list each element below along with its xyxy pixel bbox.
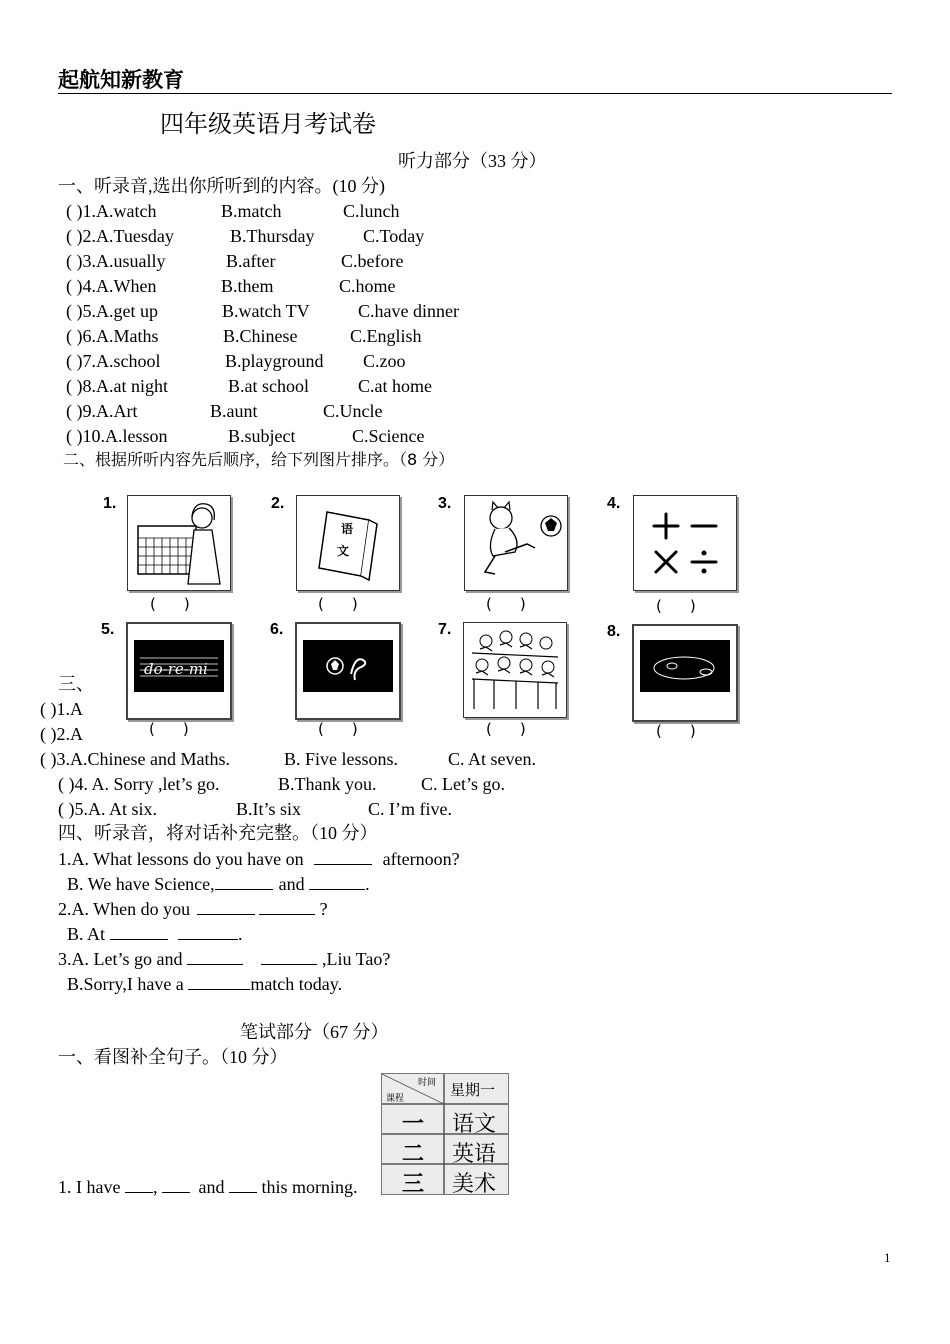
picture-6-frame <box>295 622 401 720</box>
part3-item-4-b: B.Thank you. <box>278 774 377 794</box>
written-s1-blank-2[interactable] <box>162 1176 190 1193</box>
part4-2a-pre: 2.A. When do you <box>58 899 191 919</box>
part1-item-3-b: B.after <box>226 251 276 271</box>
part4-1a-blank[interactable] <box>314 848 372 865</box>
part1-item-1-b: B.match <box>221 201 282 221</box>
picture-1-answer: () <box>150 595 218 613</box>
page-number: 1 <box>884 1250 891 1265</box>
part1-item-9-a: ( )9.A.Art <box>66 401 138 421</box>
picture-5-number: 5. <box>101 621 115 638</box>
part1-item-3-c: C.before <box>341 251 404 271</box>
part4-heading: 四、听录音，将对话补充完整。（10 分） <box>58 823 378 843</box>
part4-1b-blank-2[interactable] <box>309 873 365 890</box>
schedule-table <box>381 1073 509 1195</box>
music-notes-text: do-re-mi <box>144 660 208 678</box>
written-sentence-1 <box>58 1176 358 1198</box>
part1-item-7-b: B.playground <box>225 351 324 371</box>
part1-item-2-c: C.Today <box>363 226 425 246</box>
part1-heading: 一、听录音,选出你所听到的内容。(10 分) <box>58 176 385 196</box>
music-notes-icon <box>134 640 224 692</box>
part1-item-10-b: B.subject <box>228 426 296 446</box>
written-s1-post: this morning. <box>261 1177 358 1197</box>
part1-item-10-c: C.Science <box>352 426 425 446</box>
written-s1-comma: , <box>152 1177 158 1197</box>
picture-7-answer: () <box>486 720 554 738</box>
part3-item-2: ( )2.A <box>40 724 83 744</box>
cat-soccer-icon <box>465 496 567 590</box>
picture-3-frame <box>464 495 568 591</box>
music-blackboard <box>134 640 224 692</box>
part1-item-2-a: ( )2.A.Tuesday <box>66 226 174 246</box>
part4-3b-blank[interactable] <box>188 973 250 990</box>
picture-5-frame <box>126 622 232 720</box>
schedule-subject-2: 英语 <box>452 1142 497 1167</box>
part4-1b-post: . <box>365 874 370 894</box>
part3-item-5-a: ( )5.A. At six. <box>58 799 157 819</box>
ball-runner-icon <box>303 640 393 692</box>
part1-item-4-a: ( )4.A.When <box>66 276 157 296</box>
pe-blackboard <box>303 640 393 692</box>
picture-7-frame <box>463 622 567 718</box>
part1-item-3-a: ( )3.A.usually <box>66 251 166 271</box>
part1-item-9-c: C.Uncle <box>323 401 383 421</box>
part4-line-3b <box>67 973 342 995</box>
schedule-period-1: 一 <box>402 1112 425 1137</box>
school-name: 起航知新教育 <box>58 68 184 92</box>
part1-item-1-c: C.lunch <box>343 201 400 221</box>
part1-item-1-a: ( )1.A.watch <box>66 201 157 221</box>
part4-1b-mid: and <box>278 874 305 894</box>
picture-1-number: 1. <box>103 495 117 512</box>
part1-item-2-b: B.Thursday <box>230 226 315 246</box>
part1-item-8-b: B.at school <box>228 376 309 396</box>
teacher-calendar-icon <box>128 496 230 590</box>
part1-item-7-c: C.zoo <box>363 351 406 371</box>
part3-item-4-a: ( )4. A. Sorry ,let’s go. <box>58 774 220 794</box>
art-blackboard <box>640 640 730 692</box>
written-heading: 笔试部分（67 分） <box>240 1022 389 1042</box>
part3-item-3-c: C. At seven. <box>448 749 536 769</box>
part1-item-9-b: B.aunt <box>210 401 258 421</box>
part4-2a-post: ? <box>319 899 328 919</box>
palette-icon <box>640 640 730 692</box>
part1-item-8-c: C.at home <box>358 376 432 396</box>
part1-item-6-c: C.English <box>350 326 422 346</box>
written-s1-blank-3[interactable] <box>229 1176 257 1193</box>
part3-item-5-c: C. I’m five. <box>368 799 452 819</box>
listening-heading: 听力部分（33 分） <box>398 151 547 171</box>
part4-line-3a <box>58 948 390 970</box>
part4-3a-post: ,Liu Tao? <box>321 949 391 969</box>
schedule-corner-top: 时间 <box>418 1078 437 1088</box>
classroom-icon <box>464 623 566 717</box>
part4-line-2b <box>67 923 243 945</box>
part4-2b-blank-2[interactable] <box>178 923 238 940</box>
part1-item-4-c: C.home <box>339 276 396 296</box>
part4-line-1a <box>58 848 460 870</box>
part1-item-6-a: ( )6.A.Maths <box>66 326 159 346</box>
book-title-char-1: 语 <box>341 522 354 536</box>
book-title-char-2: 文 <box>337 544 350 558</box>
part1-item-6-b: B.Chinese <box>223 326 298 346</box>
part4-2a-blank-2[interactable] <box>259 898 315 915</box>
part4-2b-post: . <box>238 924 243 944</box>
picture-7-number: 7. <box>438 621 452 638</box>
schedule-col-header: 星期一 <box>450 1081 496 1099</box>
part3-heading: 三、 <box>58 674 94 694</box>
picture-5-answer: () <box>149 720 217 738</box>
part1-item-5-b: B.watch TV <box>222 301 310 321</box>
written-s1-and: and <box>198 1177 225 1197</box>
part4-3b-post: match today. <box>250 974 343 994</box>
part3-item-5-b: B.It’s six <box>236 799 302 819</box>
picture-2-frame <box>296 495 400 591</box>
schedule-period-2: 二 <box>402 1142 425 1167</box>
part4-3a-blank-2[interactable] <box>261 948 317 965</box>
part3-item-3-a: ( )3.A.Chinese and Maths. <box>40 749 230 769</box>
part3-item-4-c: C. Let’s go. <box>421 774 505 794</box>
picture-8-frame <box>632 624 738 722</box>
part1-item-10-a: ( )10.A.lesson <box>66 426 168 446</box>
picture-6-number: 6. <box>270 621 284 638</box>
part4-1a-post: afternoon? <box>382 849 460 869</box>
part4-1a-pre: 1.A. What lessons do you have on <box>58 849 304 869</box>
part4-2b-blank-1[interactable] <box>110 923 168 940</box>
part1-item-7-a: ( )7.A.school <box>66 351 161 371</box>
schedule-subject-3: 美术 <box>452 1172 497 1197</box>
part4-1b-blank-1[interactable] <box>215 873 273 890</box>
math-symbols-icon <box>634 496 736 590</box>
written-s1-pre: 1. I have <box>58 1177 121 1197</box>
part4-2a-blank-1[interactable] <box>197 898 255 915</box>
written-s1-blank-1[interactable] <box>125 1176 153 1193</box>
part1-item-4-b: B.them <box>221 276 274 296</box>
part4-1b-pre: B. We have Science, <box>67 874 215 894</box>
part4-3a-pre: 3.A. Let’s go and <box>58 949 183 969</box>
exam-title: 四年级英语月考试卷 <box>160 112 376 138</box>
header-rule <box>58 93 892 94</box>
picture-3-answer: () <box>486 595 554 613</box>
part3-item-3-b: B. Five lessons. <box>284 749 399 769</box>
picture-4-frame <box>633 495 737 591</box>
part1-item-8-a: ( )8.A.at night <box>66 376 168 396</box>
schedule-subject-1: 语文 <box>452 1112 497 1137</box>
picture-4-answer: () <box>656 597 724 615</box>
schedule-period-3: 三 <box>402 1172 425 1197</box>
part4-line-2a <box>58 898 328 920</box>
part4-3b-pre: B.Sorry,I have a <box>67 974 184 994</box>
picture-2-number: 2. <box>271 495 285 512</box>
part4-line-1b <box>67 873 370 895</box>
part4-3a-blank-1[interactable] <box>187 948 243 965</box>
part1-item-5-a: ( )5.A.get up <box>66 301 158 321</box>
part2-heading: 二、根据所听内容先后顺序，给下列图片排序。（8 分） <box>63 450 455 469</box>
picture-6-answer: () <box>318 720 386 738</box>
schedule-corner-bottom: 课程 <box>386 1094 405 1104</box>
picture-4-number: 4. <box>607 495 621 512</box>
picture-8-number: 8. <box>607 623 621 640</box>
part1-item-5-c: C.have dinner <box>358 301 459 321</box>
part3-item-1: ( )1.A <box>40 699 83 719</box>
picture-3-number: 3. <box>438 495 452 512</box>
picture-8-answer: () <box>656 722 724 740</box>
picture-1-frame <box>127 495 231 591</box>
part4-2b-pre: B. At <box>67 924 106 944</box>
written-part1-heading: 一、看图补全句子。（10 分） <box>58 1047 288 1067</box>
picture-2-answer: () <box>318 595 386 613</box>
